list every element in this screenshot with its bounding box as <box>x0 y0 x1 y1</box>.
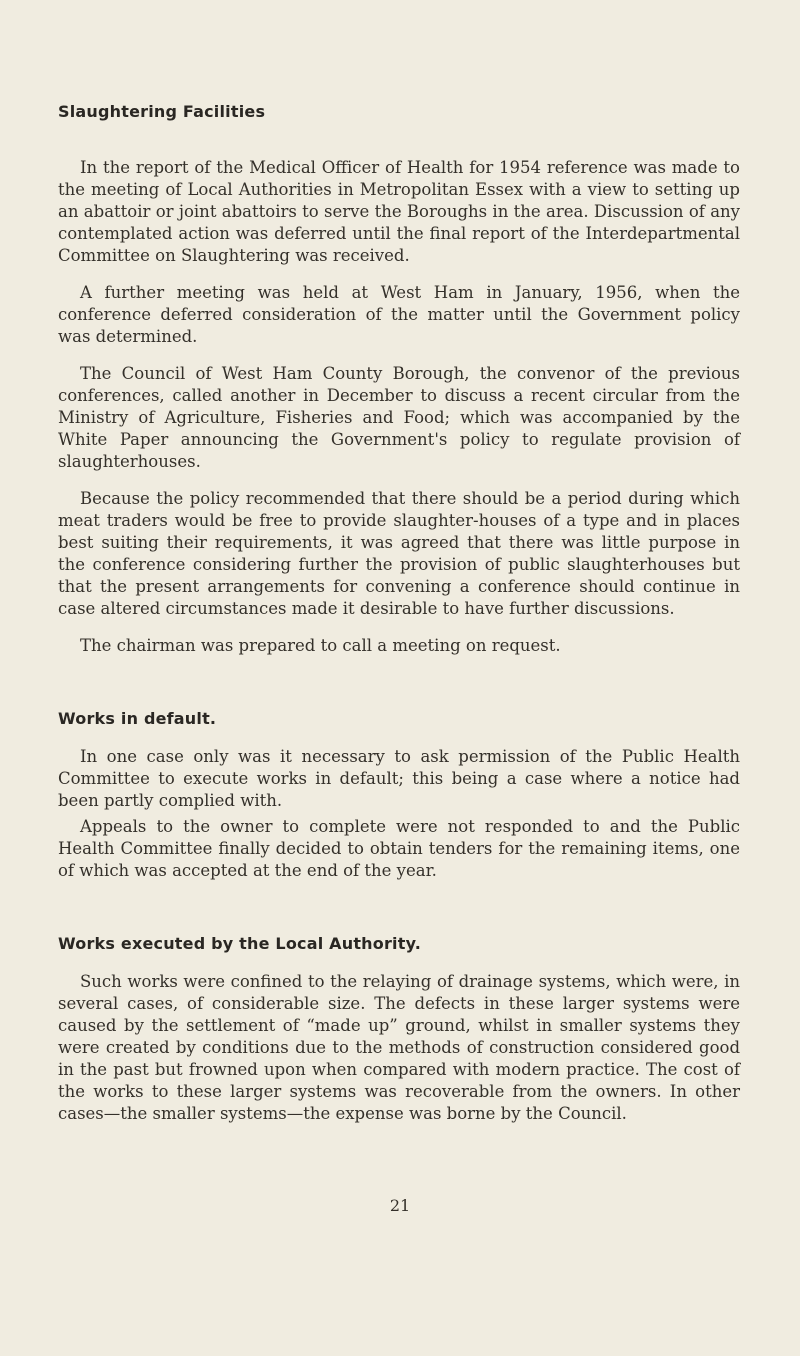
section-heading-slaughtering-facilities: Slaughtering Facilities <box>58 102 266 121</box>
paragraph: Such works were confined to the relaying of drainage systems, which were, in several cases, of considerable size. The defects in these larger systems were caused by the settlement of “made up” ground, whilst in smaller systems they were created by conditions due to the methods of construction considered good in the past but frowned upon when compared with modern practice. The cost of the works to these larger systems was recoverable from the owners. In other cases—the smaller systems—the expense was borne by the Council. <box>58 972 740 1123</box>
paragraph: In one case only was it necessary to ask permission of the Public Health Committee to execute works in default; this being a case where a notice had been partly complied with. <box>58 747 740 810</box>
paragraph: The chairman was prepared to call a meeting on request. <box>80 636 561 655</box>
document-page <box>58 102 740 1129</box>
paragraph: Because the policy recommended that there should be a period during which meat traders would be free to provide slaughter-houses of a type and in places best suiting their requirements, it was agreed that there was little purpose in the conference considering further the provision of public slaughterhouses but that the present arrangements for convening a conference should continue in case altered circumstances made it desirable to have further discussions. <box>58 489 740 618</box>
paragraph: The Council of West Ham County Borough, the convenor of the previous conferences, called another in December to discuss a recent circular from the Ministry of Agriculture, Fisheries and Food; which was accompanied by the White Paper announcing the Government's policy to regulate provision of slaughterhouses. <box>58 364 740 471</box>
section-heading-works-executed: Works executed by the Local Authority. <box>58 934 422 953</box>
section-heading-works-in-default: Works in default. <box>58 709 217 728</box>
paragraph: In the report of the Medical Officer of Health for 1954 reference was made to the meeting of Local Authorities in Metropolitan Essex with a view to setting up an abattoir or joint abattoirs to serve the Boroughs in the area. Discussion of any contemplated action was deferred until the final report of the Interdepartmental Committee on Slaughtering was received. <box>58 158 740 265</box>
page-number: 21 <box>389 1196 411 1215</box>
paragraph: Appeals to the owner to complete were not responded to and the Public Health Committee finally decided to obtain tenders for the remaining items, one of which was accepted at the end of the year. <box>58 817 740 880</box>
paragraph: A further meeting was held at West Ham in January, 1956, when the conference deferred consideration of the matter until the Government policy was determined. <box>58 283 740 346</box>
